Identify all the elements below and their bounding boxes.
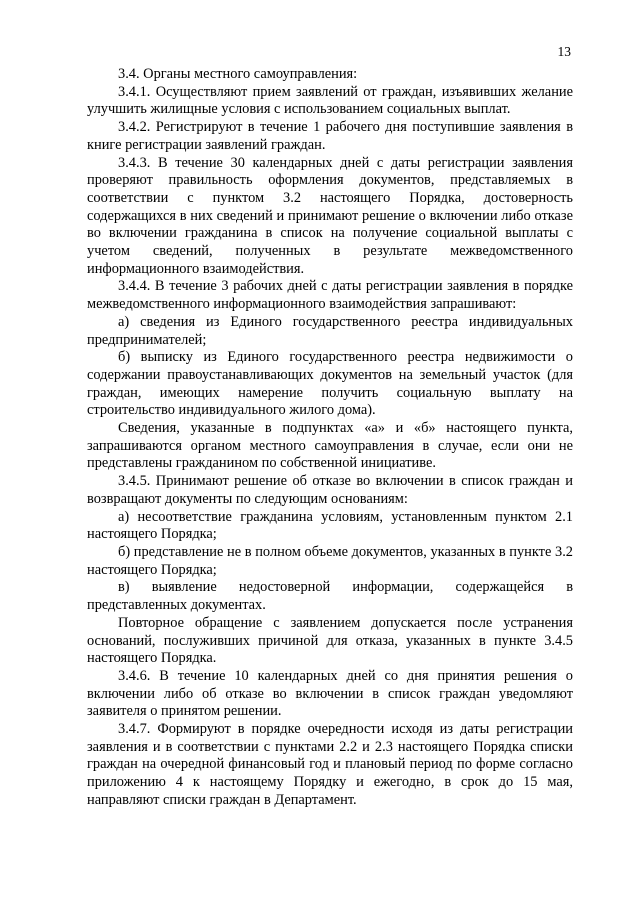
paragraph-3-4-6: 3.4.6. В течение 10 календарных дней со дня принятия решения о включении либо об отказе во включении в список граждан уведомляют заявителя о принятом решении. (87, 667, 573, 720)
paragraph-3-4-5-v: в) выявление недостоверной информации, содержащейся в представленных документах. (87, 579, 573, 614)
paragraph-3-4-4-a: а) сведения из Единого государственного реестра индивидуальных предпринимателей; (87, 313, 573, 348)
page-number: 13 (557, 44, 571, 59)
paragraph-3-4-2: 3.4.2. Регистрируют в течение 1 рабочего дня поступившие заявления в книге регистрации заявлений граждан. (87, 119, 573, 153)
paragraph-3-4-5: 3.4.5. Принимают решение об отказе во включении в список граждан и возвращают документы по следующим основаниям: (87, 473, 573, 507)
paragraph-3-4-1: 3.4.1. Осуществляют прием заявлений от граждан, изъявивших желание улучшить жилищные условия с использованием социальных выплат. (87, 83, 573, 118)
paragraph-3-4-7: 3.4.7. Формируют в порядке очередности исходя из даты регистрации заявления и в соответствии с пунктами 2.2 и 2.3 настоящего Порядка списки граждан на очередной финансовый год и плановый период по форме согласно приложению 4 к настоящему Порядку и ежегодно, в срок до 15 мая, направляют списки граждан в Департамент. (87, 721, 573, 808)
paragraph-3-4-5-b: б) представление не в полном объеме документов, указанных в пункте 3.2 настоящего Порядка; (87, 543, 573, 578)
document-body (87, 66, 573, 810)
paragraph-3-4-4-b: б) выписку из Единого государственного реестра недвижимости о содержании правоустанавливающих документов на земельный участок (для граждан, имеющих намерение получить социальную выплату на строительство индивидуального жилого дома). (87, 349, 573, 419)
paragraph-3-4-5-a: а) несоответствие гражданина условиям, установленным пунктом 2.1 настоящего Порядка; (87, 508, 573, 543)
paragraph-3-4-4: 3.4.4. В течение 3 рабочих дней с даты регистрации заявления в порядке межведомственного информационного взаимодействия запрашивают: (87, 278, 573, 313)
paragraph-3-4: 3.4. Органы местного самоуправления: (118, 66, 358, 82)
paragraph-3-4-5-note: Повторное обращение с заявлением допускается после устранения оснований, послуживших причиной для отказа, указанных в пункте 3.4.5 настоящего Порядка. (87, 614, 573, 667)
paragraph-3-4-4-note: Сведения, указанные в подпунктах «а» и «б» настоящего пункта, запрашиваются органом местного самоуправления в случае, если они не представлены гражданином по собственной инициативе. (87, 420, 573, 472)
paragraph-3-4-3: 3.4.3. В течение 30 календарных дней с даты регистрации заявления проверяют правильность оформления документов, представляемых в соответствии с пунктом 3.2 настоящего Порядка, достоверность содержащихся в них сведений и принимают решение о включении либо отказе во включении гражданина в список на получение социальной выплаты с учетом сведений, полученных в результате межведомственного информационного взаимодействия. (87, 154, 573, 277)
